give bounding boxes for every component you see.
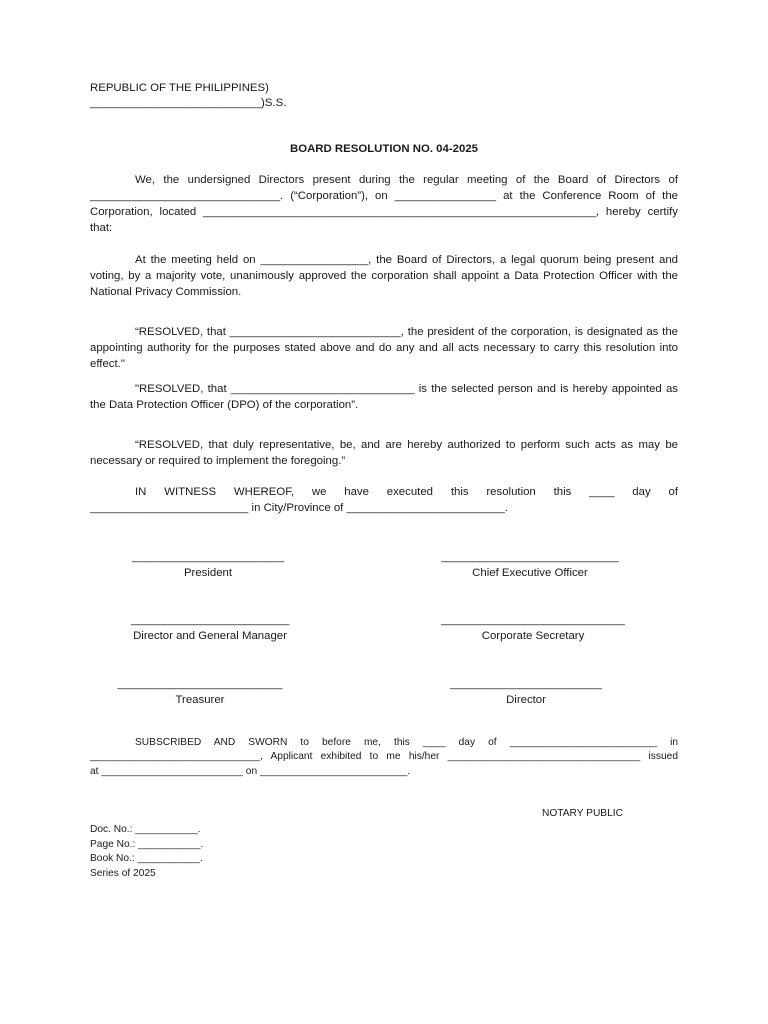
- jurat-line-2: ______________________________, Applicant exhibited to me his/her __________________________________ issued: [90, 751, 678, 762]
- paragraph-preamble: We, the undersigned Directors present during the regular meeting of the Board of Directors of ______________________________. (“Corporation”), on ________________ at the Conference Room of the Corporation, located ______________________________________________________________, hereby certify that:: [90, 174, 678, 234]
- notarial-register: [90, 823, 203, 881]
- signature-label: Director: [506, 694, 546, 706]
- book-no: Book No.: ___________.: [90, 853, 203, 864]
- signature-president: [108, 549, 308, 581]
- doc-no: Doc. No.: ___________.: [90, 824, 201, 835]
- notary-public-label: NOTARY PUBLIC: [542, 808, 623, 819]
- signature-line: __________________________: [117, 678, 283, 690]
- signature-treasurer: [114, 676, 286, 708]
- signature-label: President: [183, 567, 233, 579]
- signature-label: Treasurer: [175, 694, 225, 706]
- signature-line: ________________________: [449, 678, 603, 690]
- signature-director: [426, 676, 626, 708]
- ss-line: ___________________________)S.S.: [90, 97, 287, 109]
- resolution-title: BOARD RESOLUTION NO. 04-2025: [290, 143, 478, 155]
- signature-secretary: [433, 612, 633, 644]
- paragraph-resolved-president: “RESOLVED, that ___________________________, the president of the corporation, is designated as the appointing authority for the purposes stated above and do any and all acts necessary to carry this resolution into effect.": [90, 326, 678, 370]
- paragraph-meeting: At the meeting held on _________________, the Board of Directors, a legal quorum being present and voting, by a majority vote, unanimously approved the corporation shall appoint a Data Protection Officer with the National Privacy Commission.: [90, 254, 678, 298]
- signature-line: ____________________________: [441, 551, 619, 563]
- series: Series of 2025: [90, 867, 156, 879]
- signature-label: Director and General Manager: [133, 630, 287, 642]
- jurat-line-3: at _________________________ on __________________________.: [90, 766, 411, 777]
- signature-label: Chief Executive Officer: [472, 567, 588, 579]
- paragraph-resolved-representative: “RESOLVED, that duly representative, be, and are hereby authorized to perform such acts as may be necessary or required to implement the foregoing.”: [90, 439, 678, 467]
- jurat-line-1: SUBSCRIBED AND SWORN to before me, this ____ day of __________________________ in: [135, 737, 678, 748]
- signature-general-manager: [110, 612, 310, 644]
- witness-line-1: IN WITNESS WHEREOF, we have executed this resolution this ____ day of: [135, 486, 678, 498]
- signature-line: _____________________________: [441, 614, 625, 626]
- witness-line-2: _________________________ in City/Province of _________________________.: [90, 502, 509, 514]
- signature-label: Corporate Secretary: [481, 630, 585, 642]
- page-no: Page No.: ___________.: [90, 838, 204, 850]
- republic-heading: REPUBLIC OF THE PHILIPPINES): [90, 82, 269, 94]
- signature-line: ________________________: [131, 551, 285, 563]
- signature-ceo: [430, 549, 630, 581]
- paragraph-resolved-dpo: "RESOLVED, that _____________________________ is the selected person and is hereby appointed as the Data Protection Officer (DPO) of the corporation”.: [90, 383, 678, 411]
- signature-line: _________________________: [130, 614, 290, 626]
